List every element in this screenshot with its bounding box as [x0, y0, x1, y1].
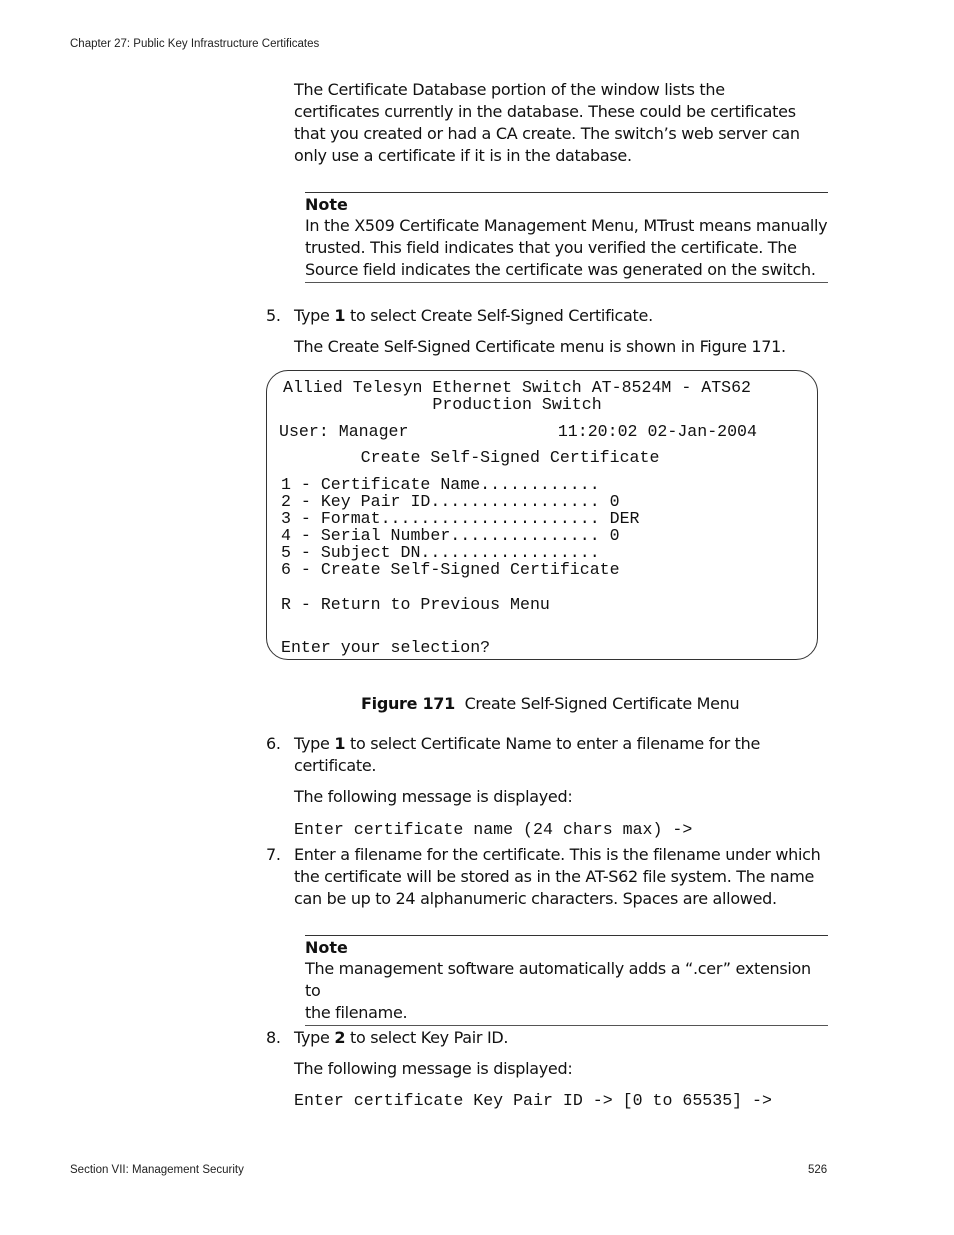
step-text [294, 733, 834, 777]
step-line: Enter a filename for the certificate. This is the filename under which [294, 845, 821, 864]
intro-line: only use a certificate if it is in the database. [294, 146, 632, 165]
page-number: 526 [808, 1164, 828, 1176]
step-line [294, 733, 834, 755]
step-key: 1 [334, 734, 346, 753]
step-text-pre: Type [294, 306, 335, 325]
step-text [294, 1027, 834, 1049]
terminal-menu-item: 3 - Format...................... DER [281, 509, 640, 528]
figure-label: Figure 171 [361, 694, 455, 713]
intro-line: that you created or had a CA create. The switch’s web server can [294, 124, 800, 143]
step-followup: The Create Self-Signed Certificate menu is shown in Figure 171. [294, 337, 786, 356]
step-text-post: to select Create Self-Signed Certificate. [345, 306, 653, 325]
step-followup: The following message is displayed: [294, 1059, 573, 1078]
terminal-menu-item: 5 - Subject DN.................. [281, 543, 600, 562]
terminal-menu-item: 6 - Create Self-Signed Certificate [281, 560, 620, 579]
intro-paragraph [294, 79, 834, 167]
figure-caption [361, 694, 739, 713]
note-line: trusted. This field indicates that you verified the certificate. The [305, 238, 797, 257]
step-line: the certificate will be stored as in the AT-S62 file system. The name [294, 867, 815, 886]
note-title: Note [305, 195, 348, 214]
step-number: 7. [266, 845, 281, 864]
terminal-user-line: User: Manager 11:20:02 02-Jan-2004 [279, 422, 757, 441]
step-text [294, 844, 839, 910]
step-line: certificate. [294, 756, 377, 775]
terminal-menu-title: Create Self-Signed Certificate [281, 448, 660, 467]
terminal-menu-item: 4 - Serial Number............... 0 [281, 526, 620, 545]
console-message: Enter certificate name (24 chars max) -> [294, 820, 693, 839]
note-line: the filename. [305, 1003, 408, 1022]
terminal-prompt: Enter your selection? [281, 638, 491, 657]
step-text-pre: Type [294, 734, 335, 753]
step-line: can be up to 24 alphanumeric characters. Spaces are allowed. [294, 889, 777, 908]
note-text [305, 215, 828, 282]
figure-title: Create Self-Signed Certificate Menu [464, 694, 740, 713]
running-header: Chapter 27: Public Key Infrastructure Certificates [70, 38, 320, 50]
intro-line: The Certificate Database portion of the window lists the [294, 80, 725, 99]
intro-line: certificates currently in the database. These could be certificates [294, 102, 796, 121]
console-message: Enter certificate Key Pair ID -> [0 to 65535] -> [294, 1091, 772, 1110]
terminal-menu-item: 1 - Certificate Name............ [281, 475, 600, 494]
note-box [305, 935, 828, 1026]
step-key: 2 [334, 1028, 346, 1047]
running-footer: Section VII: Management Security [70, 1164, 244, 1176]
note-line: The management software automatically adds a “.cer” extension to [305, 959, 811, 1000]
step-number: 8. [266, 1028, 281, 1047]
terminal-subtitle-line: Production Switch [283, 395, 602, 414]
note-title: Note [305, 938, 348, 957]
note-text [305, 958, 828, 1025]
note-box [305, 192, 828, 283]
step-text-pre: Type [294, 1028, 335, 1047]
terminal-menu-item: 2 - Key Pair ID................. 0 [281, 492, 620, 511]
note-line: Source field indicates the certificate was generated on the switch. [305, 260, 816, 279]
note-line: In the X509 Certificate Management Menu, MTrust means manually [305, 216, 828, 235]
step-followup: The following message is displayed: [294, 787, 573, 806]
terminal-return-item: R - Return to Previous Menu [281, 595, 550, 614]
step-number: 5. [266, 306, 281, 325]
step-text-post: to select Certificate Name to enter a filename for the [345, 734, 761, 753]
step-number: 6. [266, 734, 281, 753]
step-text-post: to select Key Pair ID. [345, 1028, 509, 1047]
terminal-title-line: Allied Telesyn Ethernet Switch AT-8524M - ATS62 [283, 378, 752, 397]
step-key: 1 [334, 306, 346, 325]
step-text [294, 305, 834, 327]
